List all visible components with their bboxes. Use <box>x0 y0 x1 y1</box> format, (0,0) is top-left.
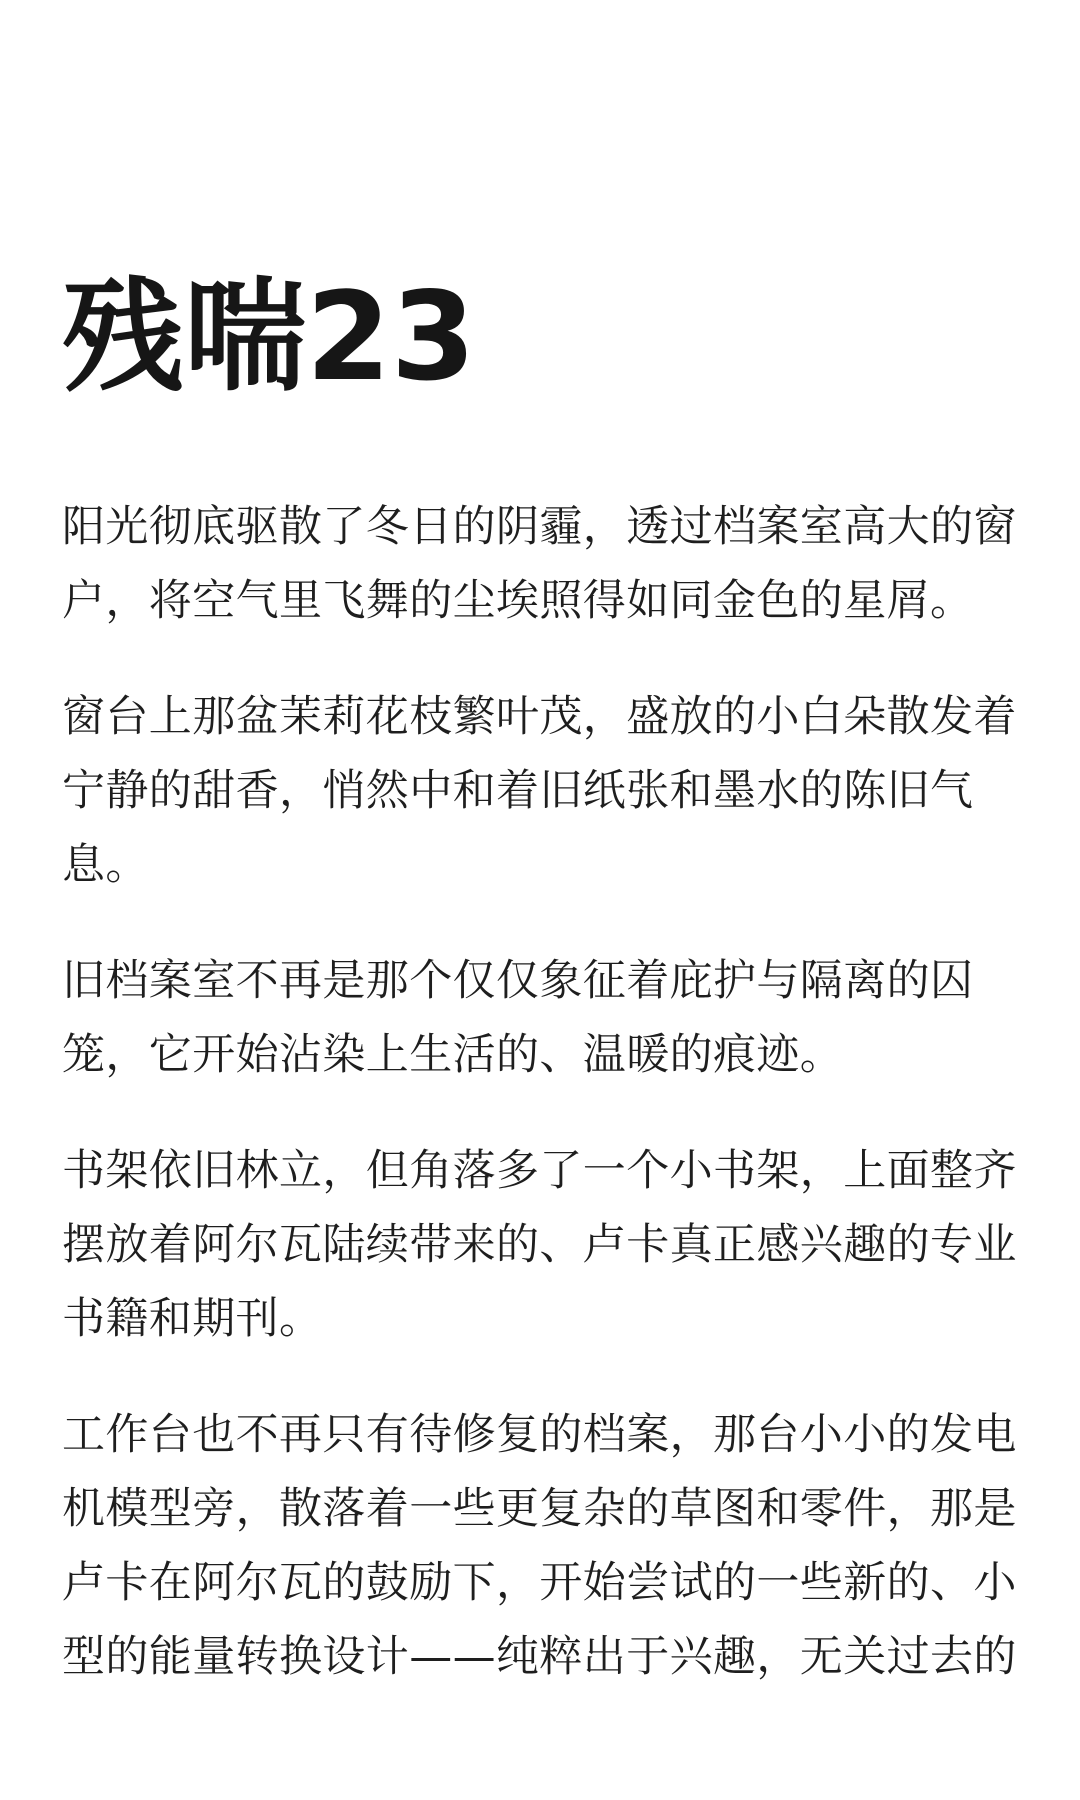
paragraph-2: 窗台上那盆茉莉花枝繁叶茂，盛放的小白朵散发着宁静的甜香，悄然中和着旧纸张和墨水的陈旧气息。 <box>62 692 1017 890</box>
paragraph-1: 阳光彻底驱散了冬日的阴霾，透过档案室高大的窗户，将空气里飞舞的尘埃照得如同金色的星屑。 <box>62 502 1017 626</box>
paragraph-3: 旧档案室不再是那个仅仅象征着庇护与隔离的囚笼，它开始沾染上生活的、温暖的痕迹。 <box>62 956 974 1080</box>
article-title: 残喘23 <box>62 266 476 408</box>
article <box>62 262 1030 1694</box>
paragraph-4: 书架依旧林立，但角落多了一个小书架，上面整齐摆放着阿尔瓦陆续带来的、卢卡真正感兴趣的专业书籍和期刊。 <box>62 1146 1017 1344</box>
paragraph-5: 工作台也不再只有待修复的档案，那台小小的发电机模型旁，散落着一些更复杂的草图和零件，那是卢卡在阿尔瓦的鼓励下，开始尝试的一些新的、小型的能量转换设计——纯粹出于兴趣，无关过去的 <box>62 1410 1017 1682</box>
